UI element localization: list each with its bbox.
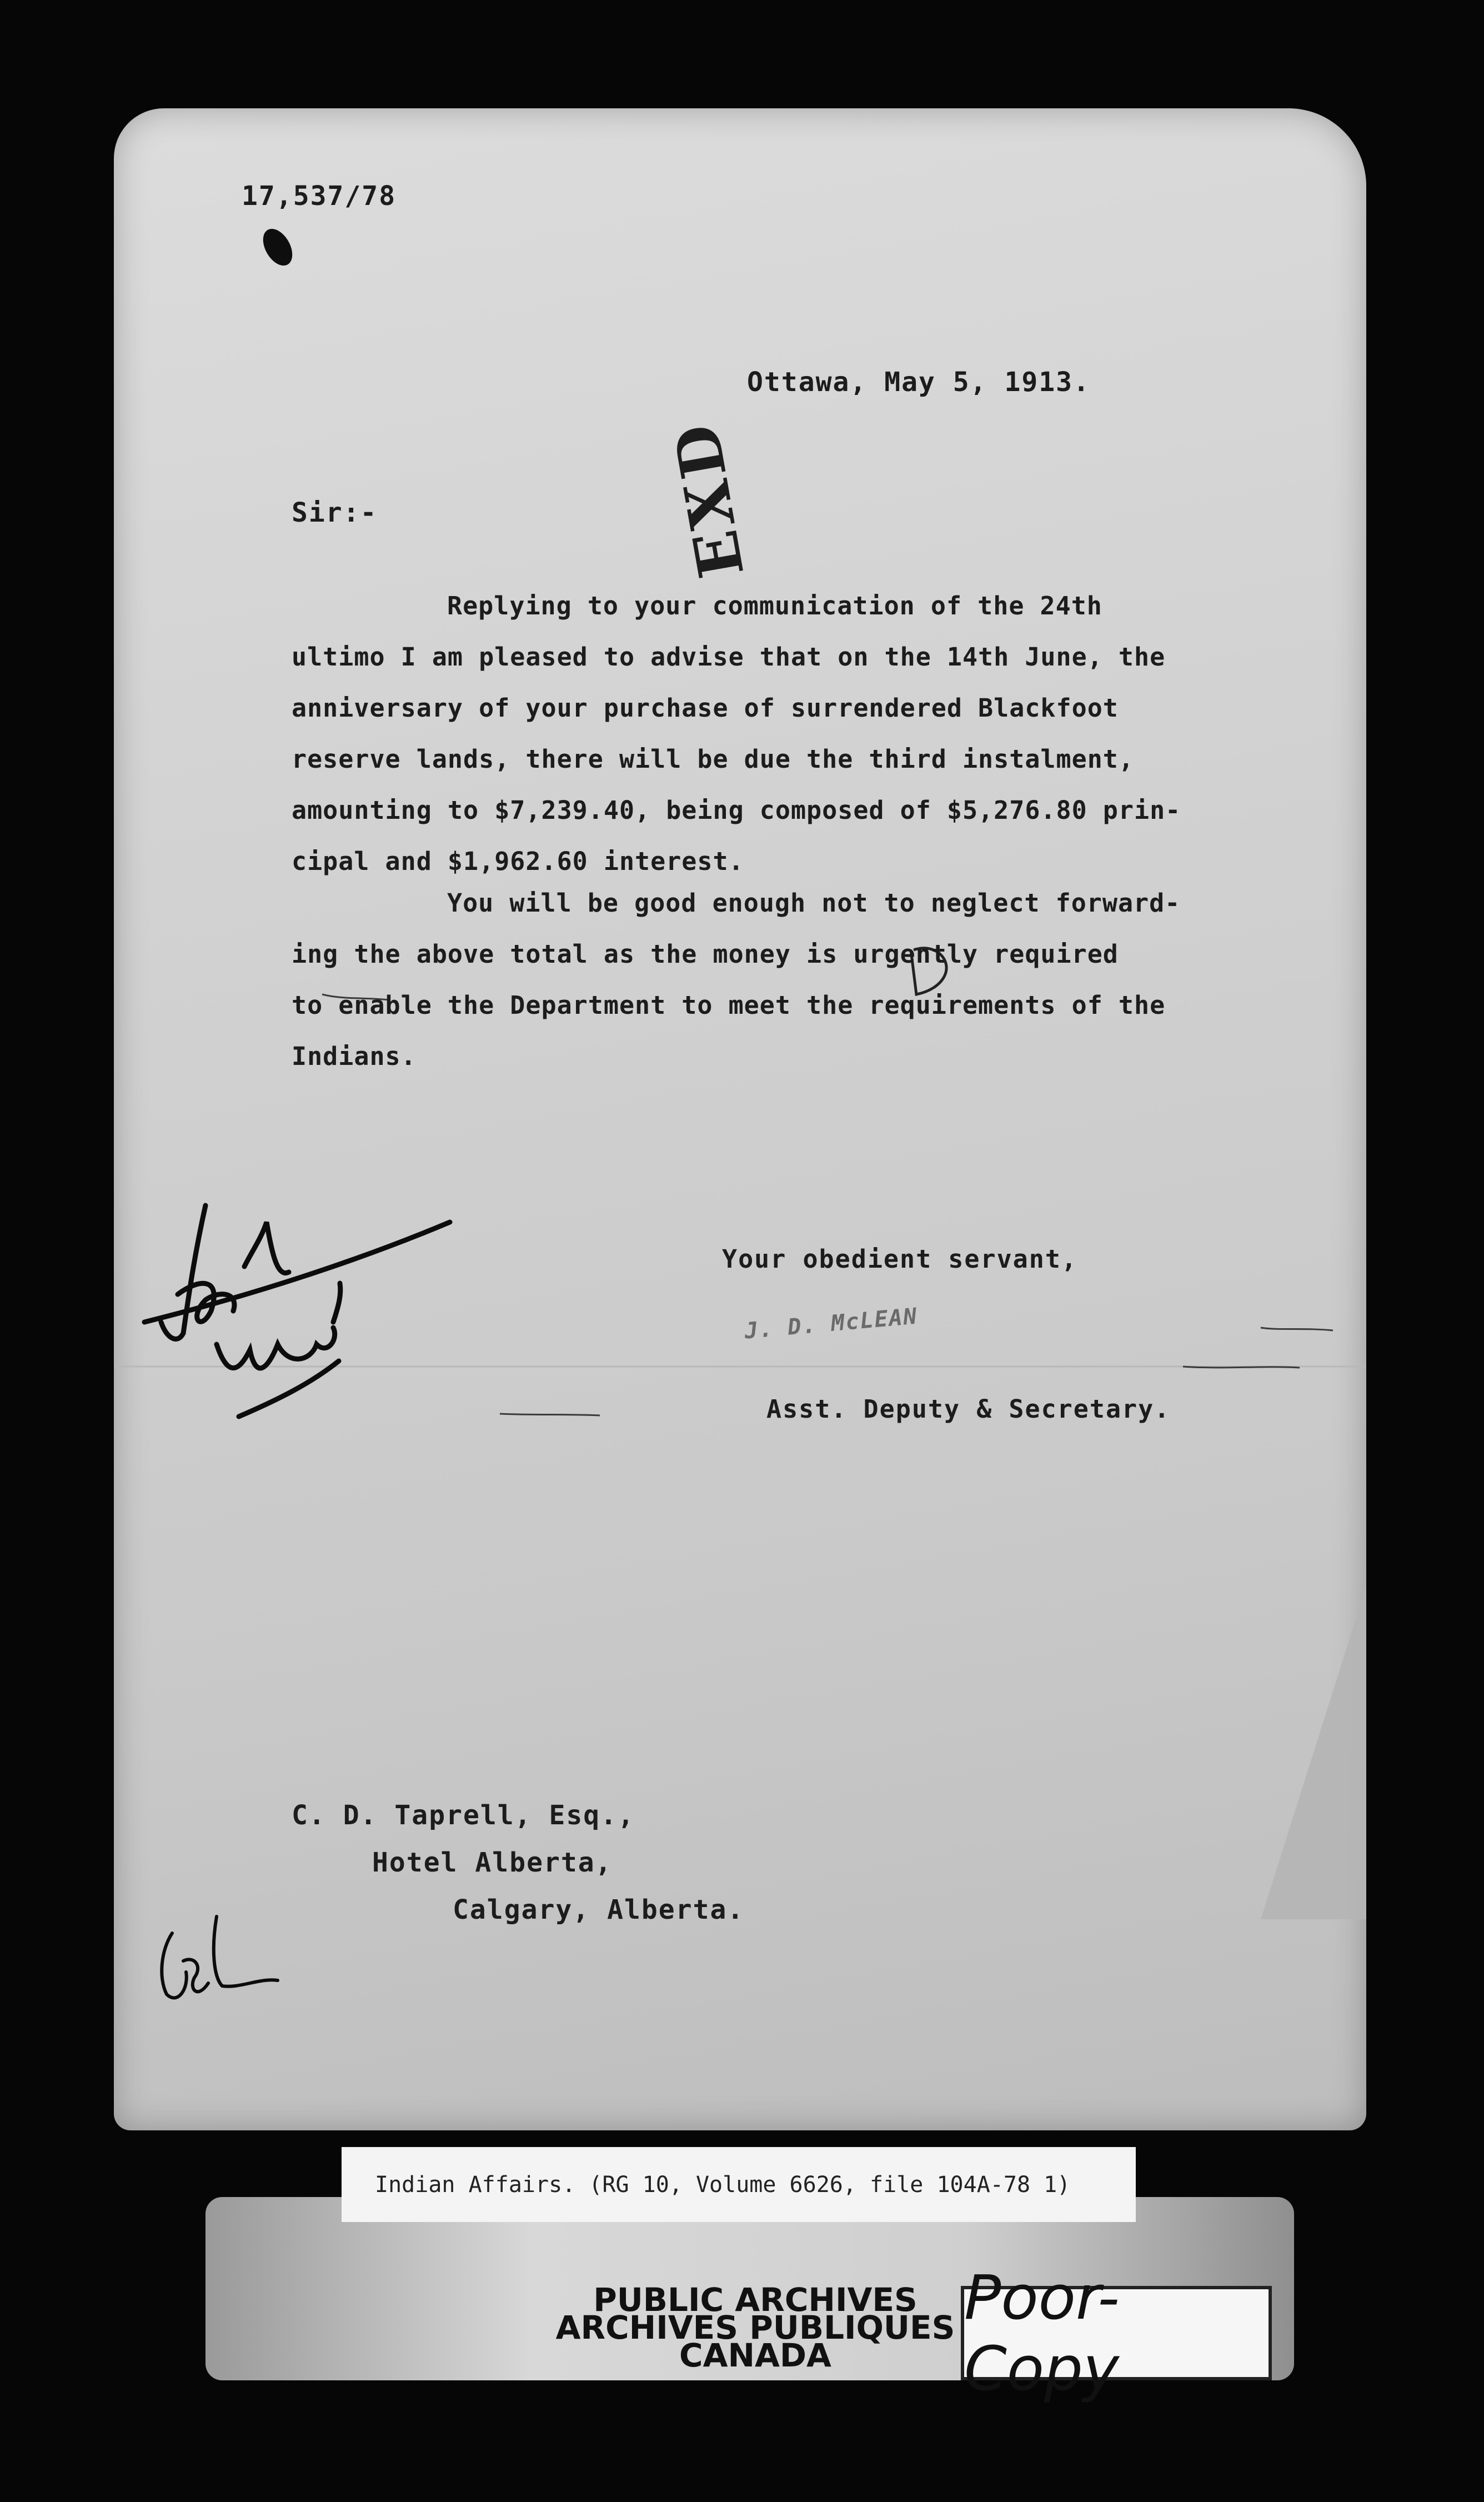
paragraph-2-line: Indians. bbox=[292, 1042, 417, 1071]
file-number: 17,537/78 bbox=[242, 181, 397, 212]
paragraph-1-line: anniversary of your purchase of surrendered Blackfoot bbox=[292, 693, 1119, 723]
margin-initials bbox=[162, 1916, 278, 1998]
paragraph-2-line: ing the above total as the money is urgently required bbox=[292, 939, 1119, 969]
exd-stamp: EXD bbox=[660, 416, 758, 583]
handwritten-initials bbox=[144, 1205, 450, 1417]
address-line: Calgary, Alberta. bbox=[453, 1894, 745, 1925]
ink-blot bbox=[257, 224, 298, 271]
public-archives-stamp bbox=[553, 2281, 958, 2374]
paragraph-2 bbox=[292, 878, 1180, 1082]
paragraph-2-line: to enable the Department to meet the requirements of the bbox=[292, 990, 1166, 1020]
address-line: Hotel Alberta, bbox=[372, 1847, 613, 1878]
archives-stamp-line: CANADA bbox=[679, 2336, 831, 2374]
paragraph-1-line: ultimo I am pleased to advise that on the 14th June, the bbox=[292, 642, 1166, 672]
archives-stamp-line: ARCHIVES PUBLIQUES bbox=[555, 2309, 955, 2346]
salutation: Sir:- bbox=[292, 497, 378, 528]
signature-stamp: J. D. McLEAN bbox=[743, 1303, 919, 1344]
paragraph-1-line: reserve lands, there will be due the third instalment, bbox=[292, 744, 1134, 774]
paragraph-1-line: Replying to your communication of the 24th bbox=[447, 591, 1102, 621]
letter-date: Ottawa, May 5, 1913. bbox=[747, 367, 1090, 398]
paragraph-1-line: amounting to $7,239.40, being composed of $5,276.80 prin- bbox=[292, 795, 1181, 825]
paragraph-1-line: cipal and $1,962.60 interest. bbox=[292, 847, 744, 876]
address-line: C. D. Taprell, Esq., bbox=[292, 1800, 635, 1831]
paragraph-1 bbox=[292, 581, 1181, 887]
poor-copy-note: Poor-Copy bbox=[961, 2286, 1272, 2380]
paragraph-2-line: You will be good enough not to neglect forward- bbox=[447, 888, 1181, 918]
archive-reference-label: Indian Affairs. (RG 10, Volume 6626, file 104A-78 1) bbox=[342, 2147, 1136, 2222]
signer-title: Asst. Deputy & Secretary. bbox=[766, 1394, 1171, 1424]
archives-stamp-line: PUBLIC ARCHIVES bbox=[593, 2281, 918, 2319]
closing: Your obedient servant, bbox=[722, 1244, 1078, 1274]
